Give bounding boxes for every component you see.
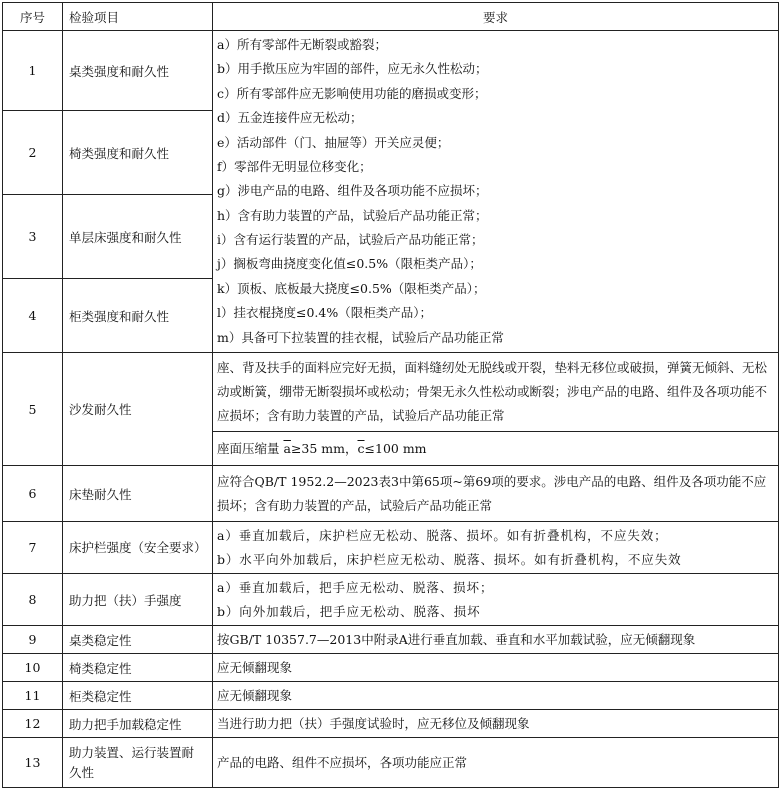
req-line: 按GB/T 10357.7—2013中附录A进行垂直加载、垂直和水平加载试验，应无倾翻现象 (217, 631, 696, 647)
req-line: a）垂直加载后，把手应无松动、脱落、损坏； (217, 579, 494, 595)
row-item: 桌类稳定性 (63, 626, 213, 654)
row-req (213, 682, 779, 710)
req-paragraph: 座、背及扶手的面料应完好无损，面料缝纫处无脱线或开裂，垫料无移位或破损，弹簧无倾斜、无松动或断簧，绷带无断裂损坏或松动；骨架无永久性松动或断裂；涉电产品的电路、组件及各项功能不应损坏；含有助力装置的产品，试验后产品功能正常 (217, 360, 768, 423)
row-no: 7 (3, 522, 63, 574)
req-line: c）所有零部件应无影响使用功能的磨损或变形； (217, 85, 487, 101)
req-line: h）含有助力装置的产品，试验后产品功能正常； (217, 207, 488, 223)
header-row (3, 3, 779, 31)
row-no: 12 (3, 710, 63, 738)
row-item: 单层床强度和耐久性 (63, 195, 213, 279)
req-line: 应无倾翻现象 (217, 659, 293, 675)
req-paragraph: 应符合QB/T 1952.2—2023表3中第65项~第69项的要求。涉电产品的电路、组件及各项功能不应损坏；含有助力装置的产品，试验后产品功能正常 (217, 473, 767, 513)
row-item: 桌类强度和耐久性 (63, 31, 213, 111)
header-item: 检验项目 (63, 3, 213, 31)
table-row (3, 738, 779, 788)
row-item: 椅类强度和耐久性 (63, 111, 213, 195)
req-line: 当进行助力把（扶）手强度试验时，应无移位及倾翻现象 (217, 715, 530, 731)
table-row (3, 353, 779, 432)
row-item: 床垫耐久性 (63, 466, 213, 522)
row-req (213, 738, 779, 788)
table-row (3, 710, 779, 738)
table-row (3, 682, 779, 710)
req-line: m）具备可下拉装置的挂衣棍，试验后产品功能正常 (217, 329, 504, 345)
row-item: 助力把手加载稳定性 (63, 710, 213, 738)
row-item: 柜类稳定性 (63, 682, 213, 710)
req-line: 产品的电路、组件不应损坏，各项功能应正常 (217, 754, 468, 770)
table-row (3, 522, 779, 574)
req-line: b）用手揿压应为牢固的部件，应无永久性松动； (217, 61, 488, 77)
symbol-c: $\overline{c}$ (357, 440, 365, 456)
req-line: 应无倾翻现象 (217, 687, 293, 703)
compression-requirement (213, 437, 778, 461)
row-no: 11 (3, 682, 63, 710)
table-row (3, 626, 779, 654)
req-line: f）零部件无明显位移变化； (217, 158, 372, 174)
req-line: a）垂直加载后，床护栏应无松动、脱落、损坏。如有折叠机构，不应失效； (217, 527, 668, 543)
row-req (213, 353, 779, 432)
symbol-a: $\overline{a}$ (283, 440, 291, 456)
table-row (3, 466, 779, 522)
row-no: 4 (3, 279, 63, 353)
req-line: b）向外加载后，把手应无松动、脱落、损坏 (217, 603, 481, 619)
row-req (213, 466, 779, 522)
row-item: 床护栏强度（安全要求） (63, 522, 213, 574)
row-req (213, 574, 779, 626)
req-line: j）搁板弯曲挠度变化值≤0.5%（限柜类产品）； (217, 256, 482, 272)
row-item: 柜类强度和耐久性 (63, 279, 213, 353)
row-no: 10 (3, 654, 63, 682)
row-no: 8 (3, 574, 63, 626)
compression-label: 座面压缩量 (217, 440, 284, 456)
req-line: a）所有零部件无断裂或豁裂； (217, 36, 387, 52)
row-req (213, 626, 779, 654)
row-req (213, 654, 779, 682)
row-item: 助力把（扶）手强度 (63, 574, 213, 626)
req-line: k）顶板、底板最大挠度≤0.5%（限柜类产品）； (217, 280, 486, 296)
row-no: 5 (3, 353, 63, 466)
limit-a: ≥35 mm， (290, 440, 358, 456)
header-no: 序号 (3, 3, 63, 31)
row-req (213, 522, 779, 574)
row-no: 3 (3, 195, 63, 279)
row-item: 椅类稳定性 (63, 654, 213, 682)
row-req (213, 710, 779, 738)
row-no: 1 (3, 31, 63, 111)
req-line: g）涉电产品的电路、组件及各项功能不应损坏； (217, 183, 488, 199)
req-line: l）挂衣棍挠度≤0.4%（限柜类产品）； (217, 305, 432, 321)
table-row (3, 31, 779, 111)
header-req: 要求 (213, 3, 779, 31)
row-req (213, 432, 779, 466)
row-item: 沙发耐久性 (63, 353, 213, 466)
table-row (3, 654, 779, 682)
limit-c: ≤100 mm (364, 440, 427, 456)
row-no: 9 (3, 626, 63, 654)
row-item: 助力装置、运行装置耐久性 (63, 738, 213, 788)
requirements-table (2, 2, 779, 788)
row-no: 13 (3, 738, 63, 788)
row-no: 6 (3, 466, 63, 522)
req-line: d）五金连接件应无松动； (217, 110, 363, 126)
req-line: e）活动部件（门、抽屉等）开关应灵便； (217, 134, 450, 150)
table-row (3, 574, 779, 626)
row-req-group (213, 31, 779, 353)
req-line: i）含有运行装置的产品，试验后产品功能正常； (217, 232, 484, 248)
req-line: b）水平向外加载后，床护栏应无松动、脱落、损坏。如有折叠机构，不应失效 (217, 551, 682, 567)
row-no: 2 (3, 111, 63, 195)
